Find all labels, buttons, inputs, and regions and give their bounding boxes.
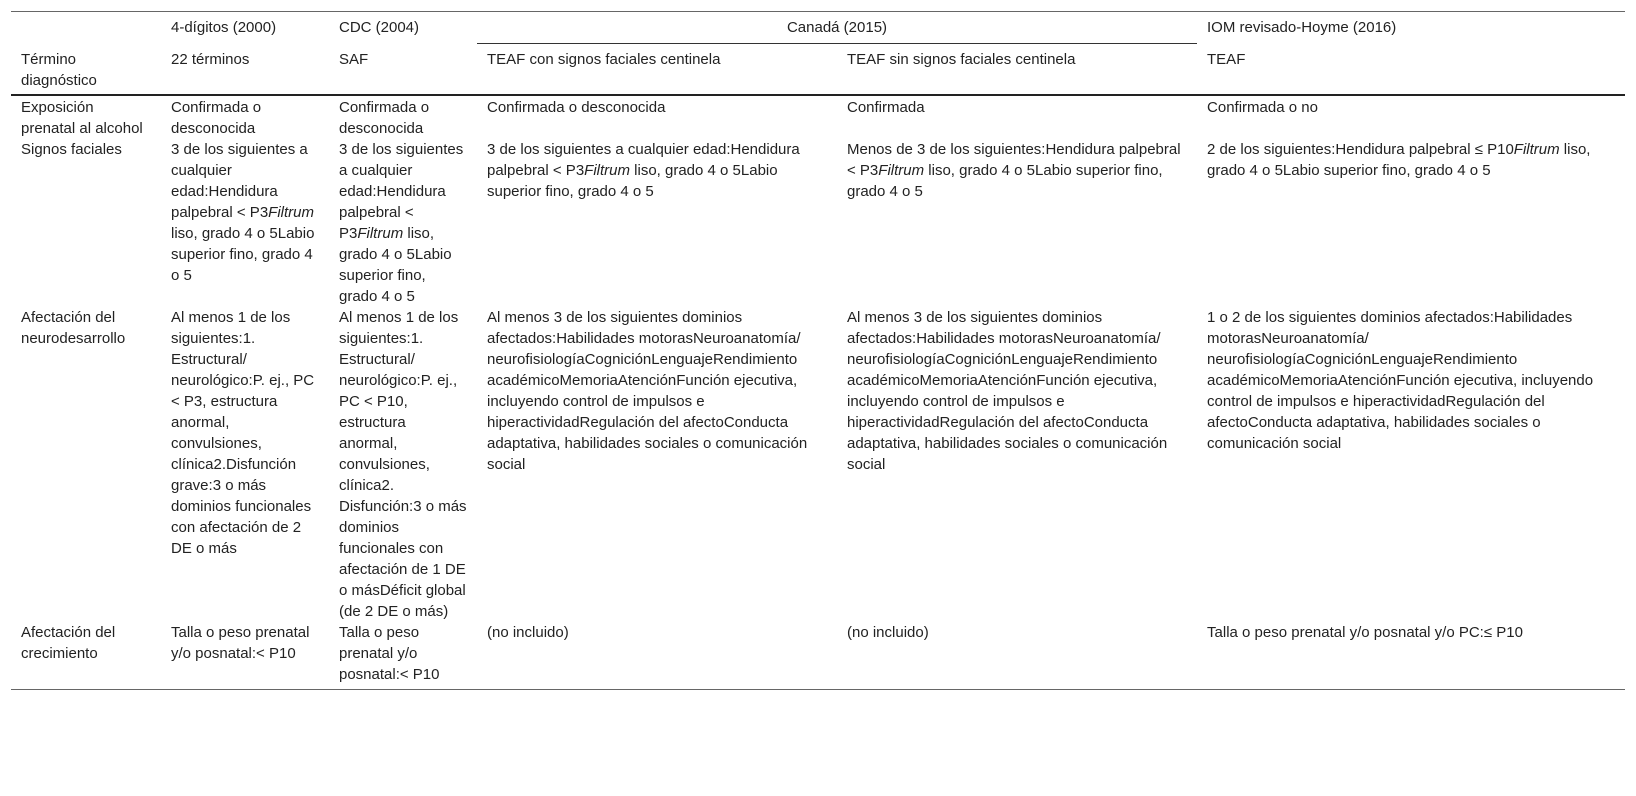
header-term-cell: TEAF sin signos faciales centinela [847, 51, 1076, 68]
table-cell: Confirmada o desconocida [487, 98, 666, 116]
header-group-row [11, 12, 1625, 44]
header-empty-cell [11, 12, 161, 44]
header-term-cell: TEAF con signos faciales centinela [487, 51, 721, 68]
table-cell: Confirmada o desconocida [171, 98, 262, 137]
table-cell: Confirmada [847, 98, 925, 116]
table-cell: 1 o 2 de los siguientes dominios afectados:Habilidades motorasNeuroanatomía/ neurofisiologíaCogniciónLenguajeRendimiento académicoMemoriaAtenciónFunción ejecutiva, incluyendo control de impulsos e hiperactividadRegulación del afectoConducta adaptativa, habilidades sociales o comunicación social [1207, 308, 1594, 452]
table-cell: (no incluido) [847, 623, 929, 641]
table-cell: Menos de 3 de los siguientes:Hendidura palpebral < P3Filtrum liso, grado 4 o 5Labio superior fino, grado 4 o 5 [847, 140, 1181, 200]
table-header [11, 12, 1625, 95]
row-label: Afectación del neurodesarrollo [21, 308, 126, 347]
header-group-cell: CDC (2004) [339, 19, 420, 36]
header-term-cell: TEAF [1207, 50, 1246, 68]
table-row [11, 622, 1625, 690]
row-label: Término diagnóstico [21, 50, 97, 89]
header-group-cell: Canadá (2015) [477, 12, 1197, 44]
header-term-row [11, 44, 1625, 95]
table-cell: 2 de los siguientes:Hendidura palpebral ≤ P10Filtrum liso, grado 4 o 5Labio superior fino, grado 4 o 5 [1207, 140, 1591, 179]
header-group-cell: 4-dígitos (2000) [171, 19, 277, 36]
table-cell: Confirmada o desconocida [339, 98, 430, 137]
table-cell: Talla o peso prenatal y/o posnatal:< P10 [339, 623, 440, 683]
table-cell: 3 de los siguientes a cualquier edad:Hendidura palpebral < P3Filtrum liso, grado 4 o 5Labio superior fino, grado 4 o 5 [339, 140, 464, 305]
table-cell: Al menos 1 de los siguientes:1. Estructural/ neurológico:P. ej., PC < P10, estructura anormal, convulsiones, clínica2. Disfunción:3 o más dominios funcionales con afectación de 1 DE o másDéficit global (de 2 DE o más) [339, 308, 467, 620]
table-body [11, 95, 1625, 690]
table-cell: 3 de los siguientes a cualquier edad:Hendidura palpebral < P3Filtrum liso, grado 4 o 5Labio superior fino, grado 4 o 5 [487, 140, 800, 200]
table-cell: Al menos 3 de los siguientes dominios afectados:Habilidades motorasNeuroanatomía/ neurofisiologíaCogniciónLenguajeRendimiento académicoMemoriaAtenciónFunción ejecutiva, incluyendo control de impulsos e hiperactividadRegulación del afectoConducta adaptativa, habilidades sociales o comunicación social [847, 308, 1168, 473]
row-label: Exposición prenatal al alcohol [21, 98, 143, 137]
table-row [11, 139, 1625, 307]
table-row [11, 95, 1625, 139]
table-cell: 3 de los siguientes a cualquier edad:Hendidura palpebral < P3Filtrum liso, grado 4 o 5Labio superior fino, grado 4 o 5 [171, 140, 315, 284]
header-term-cell: 22 términos [171, 50, 250, 68]
table-row [11, 307, 1625, 622]
table-cell: (no incluido) [487, 623, 569, 641]
row-label: Signos faciales [21, 140, 122, 158]
table-cell: Confirmada o no [1207, 98, 1318, 116]
row-label: Afectación del crecimiento [21, 623, 116, 662]
table-cell: Al menos 1 de los siguientes:1. Estructural/ neurológico:P. ej., PC < P3, estructura anormal, convulsiones, clínica2.Disfunción grave:3 o más dominios funcionales con afectación de 2 DE o más [171, 308, 315, 557]
header-term-cell: SAF [339, 50, 369, 68]
table-cell: Talla o peso prenatal y/o posnatal:< P10 [171, 623, 310, 662]
diagnostic-criteria-table [11, 11, 1625, 690]
header-group-cell: IOM revisado-Hoyme (2016) [1207, 19, 1397, 36]
table-cell: Talla o peso prenatal y/o posnatal y/o PC:≤ P10 [1207, 623, 1523, 641]
table-cell: Al menos 3 de los siguientes dominios afectados:Habilidades motorasNeuroanatomía/ neurofisiologíaCogniciónLenguajeRendimiento académicoMemoriaAtenciónFunción ejecutiva, incluyendo control de impulsos e hiperactividadRegulación del afectoConducta adaptativa, habilidades sociales o comunicación social [487, 308, 808, 473]
